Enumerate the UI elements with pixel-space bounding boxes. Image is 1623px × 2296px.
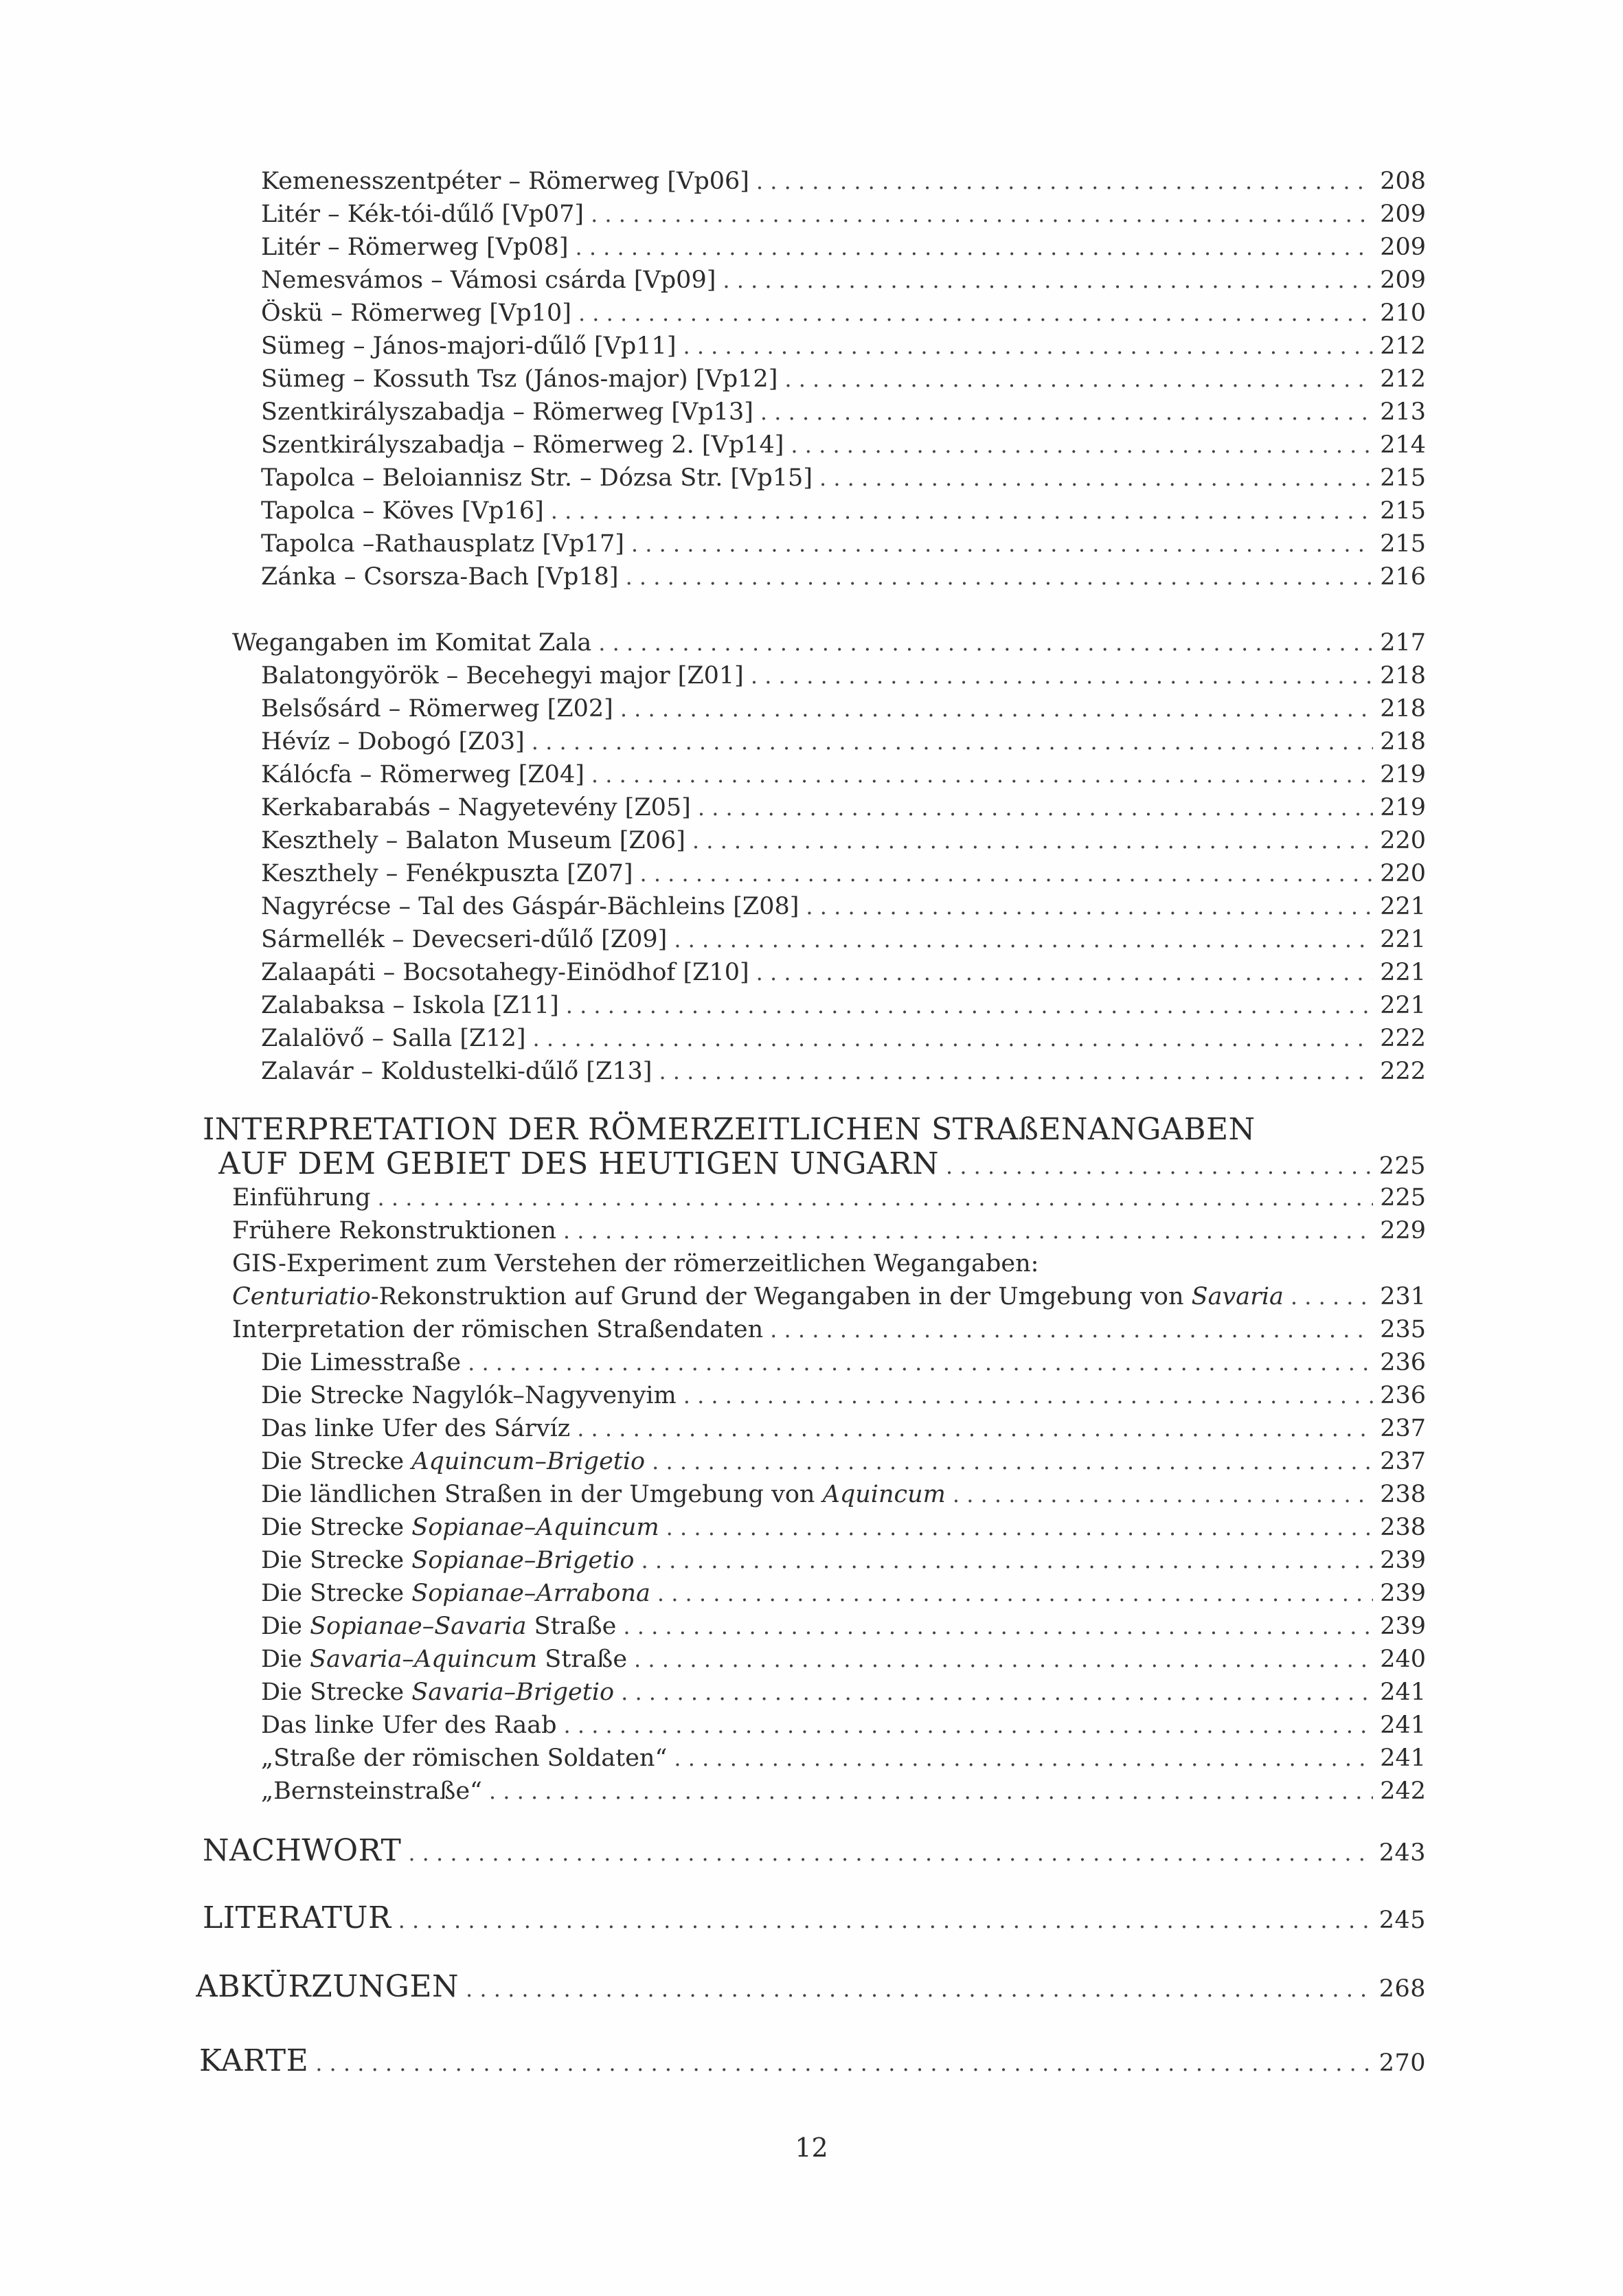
toc-entry-gis-line1[interactable]: GIS-Experiment zum Verstehen der römerzeitlichen Wegangaben: bbox=[232, 1250, 1039, 1277]
toc-entry-title bbox=[261, 1382, 677, 1409]
toc-entry-page: 216 bbox=[1380, 563, 1426, 591]
leader-dots bbox=[698, 794, 1373, 821]
toc-entry-title: Sümeg – Kossuth Tsz (János-major) [Vp12] bbox=[261, 365, 778, 393]
toc-entry-title bbox=[261, 1646, 627, 1673]
toc-entry[interactable] bbox=[261, 1448, 1426, 1475]
leader-dots bbox=[756, 168, 1373, 195]
toc-entry-title: Interpretation der römischen Straßendaten bbox=[232, 1316, 764, 1343]
toc-entry[interactable] bbox=[261, 695, 1426, 723]
toc-entry-page: 239 bbox=[1380, 1613, 1426, 1640]
toc-entry-page: 239 bbox=[1380, 1580, 1426, 1607]
toc-entry-page: 231 bbox=[1380, 1283, 1426, 1310]
toc-entry-page: 236 bbox=[1380, 1349, 1426, 1376]
toc-entry[interactable] bbox=[261, 1613, 1426, 1640]
toc-chapter-abkuerzungen[interactable] bbox=[196, 1970, 1426, 2005]
leader-dots bbox=[692, 827, 1373, 854]
toc-entry[interactable] bbox=[261, 398, 1426, 426]
leader-dots bbox=[626, 563, 1374, 591]
toc-entry-page: 208 bbox=[1380, 168, 1426, 195]
toc-entry-title: Litér – Kék-tói-dűlő [Vp07] bbox=[261, 201, 584, 228]
toc-chapter-karte[interactable] bbox=[199, 2044, 1426, 2079]
toc-entry-page: 215 bbox=[1380, 497, 1426, 525]
title-text: Die Strecke bbox=[261, 1514, 412, 1541]
title-text: Die bbox=[261, 1613, 310, 1640]
leader-dots bbox=[770, 1316, 1373, 1343]
toc-entry-page: 221 bbox=[1380, 959, 1426, 986]
italic-term: Sopianae–Arrabona bbox=[411, 1580, 650, 1607]
leader-dots bbox=[751, 662, 1373, 690]
toc-entry[interactable] bbox=[261, 497, 1426, 525]
title-text: Die Strecke bbox=[261, 1547, 412, 1574]
toc-entry-page: 209 bbox=[1380, 234, 1426, 261]
leader-dots bbox=[566, 992, 1373, 1019]
toc-section-zala[interactable] bbox=[232, 629, 1426, 657]
toc-entry[interactable] bbox=[261, 1547, 1426, 1574]
toc-entry-page: 222 bbox=[1380, 1025, 1426, 1052]
toc-entry-title bbox=[261, 1547, 634, 1574]
toc-entry-title: NACHWORT bbox=[203, 1834, 402, 1868]
chapter-title-line1[interactable]: INTERPRETATION DER RÖMERZEITLICHEN STRAßENANGABEN bbox=[203, 1112, 1256, 1147]
toc-entry[interactable] bbox=[261, 234, 1426, 261]
toc-entry-title: Litér – Römerweg [Vp08] bbox=[261, 234, 569, 261]
toc-entry-page: 222 bbox=[1380, 1058, 1426, 1085]
leader-dots bbox=[946, 1147, 1372, 1182]
toc-entry-title: KARTE bbox=[199, 2044, 309, 2078]
toc-entry[interactable] bbox=[261, 1514, 1426, 1541]
leader-dots bbox=[620, 695, 1373, 723]
toc-entry-title bbox=[261, 1481, 946, 1508]
toc-entry[interactable] bbox=[261, 266, 1426, 294]
toc-entry-page: 218 bbox=[1380, 662, 1426, 690]
toc-entry-title: Balatongyörök – Becehegyi major [Z01] bbox=[261, 662, 744, 690]
toc-entry-title: Zalabaksa – Iskola [Z11] bbox=[261, 992, 559, 1019]
toc-entry-title: LITERATUR bbox=[203, 1901, 391, 1935]
title-text: Die ländlichen Straßen in der Umgebung von bbox=[261, 1481, 823, 1508]
toc-entry[interactable] bbox=[261, 959, 1426, 986]
toc-entry-title: Hévíz – Dobogó [Z03] bbox=[261, 728, 525, 755]
toc-entry-title bbox=[232, 1283, 1284, 1310]
toc-entry-page: 219 bbox=[1380, 794, 1426, 821]
title-text: Die Strecke bbox=[261, 1679, 412, 1706]
toc-entry-page: 241 bbox=[1380, 1679, 1426, 1706]
chapter-title-line2: AUF DEM GEBIET DES HEUTIGEN UNGARN bbox=[218, 1147, 939, 1181]
italic-term: Centuriatio bbox=[232, 1283, 371, 1310]
toc-entry[interactable] bbox=[261, 365, 1426, 393]
leader-dots bbox=[563, 1217, 1373, 1244]
toc-entry-page: 238 bbox=[1380, 1514, 1426, 1541]
leader-dots bbox=[683, 1382, 1373, 1409]
toc-entry-title bbox=[261, 1613, 616, 1640]
toc-entry-page: 237 bbox=[1380, 1448, 1426, 1475]
toc-entry-page: 214 bbox=[1380, 431, 1426, 459]
leader-dots bbox=[532, 728, 1373, 755]
leader-dots bbox=[468, 1349, 1373, 1376]
toc-entry-page: 217 bbox=[1380, 629, 1426, 657]
title-text: Die Strecke bbox=[261, 1448, 412, 1475]
toc-entry[interactable] bbox=[261, 201, 1426, 228]
toc-entry-title bbox=[261, 1349, 461, 1376]
italic-term: Savaria–Brigetio bbox=[411, 1679, 615, 1706]
leader-dots bbox=[315, 2044, 1372, 2079]
toc-entry[interactable] bbox=[261, 761, 1426, 788]
toc-entry[interactable] bbox=[261, 1777, 1426, 1805]
toc-entry[interactable] bbox=[261, 893, 1426, 920]
toc-entry-title: Öskü – Römerweg [Vp10] bbox=[261, 299, 571, 327]
italic-term: Aquincum–Brigetio bbox=[411, 1448, 646, 1475]
toc-entry[interactable] bbox=[261, 1679, 1426, 1706]
toc-entry-page: 236 bbox=[1380, 1382, 1426, 1409]
toc-entry-page: 221 bbox=[1380, 893, 1426, 920]
leader-dots bbox=[551, 497, 1373, 525]
toc-chapter-nachwort[interactable] bbox=[203, 1834, 1426, 1869]
toc-entry-page: 210 bbox=[1380, 299, 1426, 327]
toc-entry-page: 209 bbox=[1380, 201, 1426, 228]
toc-entry[interactable] bbox=[261, 992, 1426, 1019]
toc-entry-page: 215 bbox=[1380, 530, 1426, 558]
toc-entry-title: Tapolca – Köves [Vp16] bbox=[261, 497, 544, 525]
toc-entry-title: Zánka – Csorsza-Bach [Vp18] bbox=[261, 563, 619, 591]
leader-dots bbox=[666, 1514, 1374, 1541]
toc-entry-title: Belsősárd – Römerweg [Z02] bbox=[261, 695, 613, 723]
title-text: Das linke Ufer des Raab bbox=[261, 1712, 557, 1739]
toc-entry-title bbox=[261, 1415, 570, 1442]
leader-dots bbox=[806, 893, 1373, 920]
toc-entry[interactable] bbox=[261, 1712, 1426, 1739]
toc-entry[interactable] bbox=[261, 926, 1426, 953]
toc-entry-title: Kerkabarabás – Nagyetevény [Z05] bbox=[261, 794, 691, 821]
toc-entry[interactable] bbox=[261, 168, 1426, 195]
toc-entry-title: Zalaapáti – Bocsotahegy-Einödhof [Z10] bbox=[261, 959, 749, 986]
toc-entry-page: 270 bbox=[1378, 2049, 1426, 2077]
toc-entry-page: 212 bbox=[1380, 365, 1426, 393]
page-number: 12 bbox=[795, 2133, 828, 2163]
italic-term: Sopianae–Aquincum bbox=[411, 1514, 659, 1541]
toc-entry-title: ABKÜRZUNGEN bbox=[196, 1970, 459, 2004]
title-text: Die Strecke bbox=[261, 1580, 412, 1607]
leader-dots bbox=[621, 1679, 1373, 1706]
title-text: Die bbox=[261, 1646, 310, 1673]
toc-entry[interactable] bbox=[261, 1349, 1426, 1376]
leader-dots bbox=[575, 234, 1373, 261]
toc-entry-page: 225 bbox=[1378, 1152, 1426, 1180]
title-text: Die Strecke Nagylók–Nagyvenyim bbox=[261, 1382, 677, 1409]
leader-dots bbox=[674, 926, 1373, 953]
toc-entry-page: 242 bbox=[1380, 1777, 1426, 1805]
toc-entry[interactable] bbox=[261, 299, 1426, 327]
leader-dots bbox=[466, 1970, 1372, 2005]
leader-dots bbox=[723, 266, 1373, 294]
leader-dots bbox=[652, 1448, 1373, 1475]
toc-entry-title: Nemesvámos – Vámosi csárda [Vp09] bbox=[261, 266, 716, 294]
toc-entry-title: Keszthely – Fenékpuszta [Z07] bbox=[261, 860, 633, 887]
toc-entry-page: 221 bbox=[1380, 992, 1426, 1019]
toc-entry[interactable] bbox=[261, 1481, 1426, 1508]
italic-term: Aquincum bbox=[822, 1481, 946, 1508]
toc-entry[interactable] bbox=[261, 1382, 1426, 1409]
leader-dots bbox=[784, 365, 1373, 393]
toc-entry-page: 240 bbox=[1380, 1646, 1426, 1673]
leader-dots bbox=[577, 1415, 1373, 1442]
toc-entry-page: 219 bbox=[1380, 761, 1426, 788]
leader-dots bbox=[578, 299, 1373, 327]
leader-dots bbox=[634, 1646, 1373, 1673]
toc-entry-page: 221 bbox=[1380, 926, 1426, 953]
toc-entry-page: 218 bbox=[1380, 728, 1426, 755]
toc-entry-title: Einführung bbox=[232, 1184, 371, 1212]
toc-entry-title: Keszthely – Balaton Museum [Z06] bbox=[261, 827, 685, 854]
toc-entry-title bbox=[261, 1580, 650, 1607]
toc-entry[interactable] bbox=[261, 431, 1426, 459]
toc-entry-title: Sümeg – János-majori-dűlő [Vp11] bbox=[261, 332, 677, 360]
toc-entry-title: Tapolca – Beloiannisz Str. – Dózsa Str. [Vp15] bbox=[261, 464, 813, 492]
leader-dots bbox=[378, 1184, 1374, 1212]
toc-entry-title: Szentkirályszabadja – Römerweg 2. [Vp14] bbox=[261, 431, 784, 459]
toc-entry-title: Zalalövő – Salla [Z12] bbox=[261, 1025, 526, 1052]
toc-entry-page: 215 bbox=[1380, 464, 1426, 492]
toc-entry-page: 239 bbox=[1380, 1547, 1426, 1574]
toc-entry-page: 212 bbox=[1380, 332, 1426, 360]
title-text: Das linke Ufer des Sárvíz bbox=[261, 1415, 571, 1442]
toc-entry-title bbox=[261, 1777, 482, 1805]
leader-dots bbox=[631, 530, 1373, 558]
toc-entry[interactable] bbox=[261, 1415, 1426, 1442]
leader-dots bbox=[533, 1025, 1374, 1052]
toc-entry-page: 213 bbox=[1380, 398, 1426, 426]
toc-entry[interactable] bbox=[261, 563, 1426, 591]
toc-entry[interactable] bbox=[261, 464, 1426, 492]
toc-entry-page: 229 bbox=[1380, 1217, 1426, 1244]
leader-dots bbox=[791, 431, 1373, 459]
toc-entry-title: Frühere Rekonstruktionen bbox=[232, 1217, 556, 1244]
toc-entry[interactable] bbox=[261, 860, 1426, 887]
italic-term: Sopianae–Brigetio bbox=[411, 1547, 635, 1574]
toc-entry[interactable] bbox=[261, 827, 1426, 854]
italic-term: Savaria bbox=[1191, 1283, 1284, 1310]
toc-entry-page: 237 bbox=[1380, 1415, 1426, 1442]
italic-term: Savaria–Aquincum bbox=[310, 1646, 538, 1673]
toc-entry-title: Kálócfa – Römerweg [Z04] bbox=[261, 761, 584, 788]
toc-entry-title bbox=[261, 1744, 667, 1772]
toc-chapter-interpretation[interactable] bbox=[218, 1147, 1426, 1182]
toc-entry-fruehere[interactable] bbox=[232, 1217, 1426, 1244]
toc-entry[interactable] bbox=[261, 1646, 1426, 1673]
toc-entry-title bbox=[261, 1514, 659, 1541]
toc-entry[interactable] bbox=[261, 1580, 1426, 1607]
leader-dots bbox=[398, 1901, 1372, 1936]
italic-term: Sopianae–Savaria bbox=[310, 1613, 527, 1640]
toc-entry[interactable] bbox=[261, 332, 1426, 360]
title-text: Straße bbox=[526, 1613, 617, 1640]
toc-entry-title: Kemenesszentpéter – Römerweg [Vp06] bbox=[261, 168, 749, 195]
leader-dots bbox=[598, 629, 1373, 657]
leader-dots bbox=[641, 1547, 1373, 1574]
toc-entry[interactable] bbox=[261, 1744, 1426, 1772]
toc-entry-page: 268 bbox=[1378, 1975, 1426, 2003]
toc-entry-einfuehrung[interactable] bbox=[232, 1184, 1426, 1212]
toc-entry-title: Nagyrécse – Tal des Gáspár-Bächleins [Z08] bbox=[261, 893, 799, 920]
toc-entry-page: 235 bbox=[1380, 1316, 1426, 1343]
toc-entry-title: Sármellék – Devecseri-dűlő [Z09] bbox=[261, 926, 668, 953]
toc-entry-page: 218 bbox=[1380, 695, 1426, 723]
toc-entry-title: Wegangaben im Komitat Zala bbox=[232, 629, 592, 657]
leader-dots bbox=[564, 1712, 1374, 1739]
toc-entry-interpretation-roemisch[interactable] bbox=[232, 1316, 1426, 1343]
title-text: -Rekonstruktion auf Grund der Wegangaben in der Umgebung von bbox=[370, 1283, 1192, 1310]
toc-entry-page: 243 bbox=[1378, 1839, 1426, 1867]
toc-entry-title bbox=[261, 1679, 614, 1706]
leader-dots bbox=[819, 464, 1373, 492]
leader-dots bbox=[489, 1777, 1373, 1805]
title-text: Straße bbox=[537, 1646, 628, 1673]
toc-entry-page: 245 bbox=[1378, 1907, 1426, 1934]
toc-chapter-literatur[interactable] bbox=[203, 1901, 1426, 1936]
leader-dots bbox=[674, 1744, 1373, 1772]
leader-dots bbox=[756, 959, 1374, 986]
leader-dots bbox=[760, 398, 1373, 426]
toc-entry-title: Zalavár – Koldustelki-dűlő [Z13] bbox=[261, 1058, 652, 1085]
toc-entry-page: 238 bbox=[1380, 1481, 1426, 1508]
leader-dots bbox=[1291, 1283, 1373, 1310]
toc-entry[interactable] bbox=[261, 728, 1426, 755]
toc-entry-title: Tapolca –Rathausplatz [Vp17] bbox=[261, 530, 624, 558]
toc-entry-page: 241 bbox=[1380, 1712, 1426, 1739]
title-text: „Straße der römischen Soldaten“ bbox=[261, 1744, 668, 1772]
toc-entry[interactable] bbox=[261, 662, 1426, 690]
toc-entry-title bbox=[261, 1712, 557, 1739]
leader-dots bbox=[591, 201, 1373, 228]
toc-entry-page: 209 bbox=[1380, 266, 1426, 294]
title-text: Die Limesstraße bbox=[261, 1349, 462, 1376]
leader-dots bbox=[683, 332, 1373, 360]
toc-entry-title: Szentkirályszabadja – Römerweg [Vp13] bbox=[261, 398, 753, 426]
leader-dots bbox=[659, 1058, 1373, 1085]
toc-entry-gis-line2[interactable] bbox=[232, 1283, 1426, 1310]
toc-entry-page: 241 bbox=[1380, 1744, 1426, 1772]
toc-entry-page: 220 bbox=[1380, 827, 1426, 854]
leader-dots bbox=[591, 761, 1373, 788]
toc-entry-title bbox=[261, 1448, 645, 1475]
leader-dots bbox=[953, 1481, 1373, 1508]
toc-entry[interactable] bbox=[261, 1058, 1426, 1085]
toc-entry[interactable] bbox=[261, 794, 1426, 821]
title-text: „Bernsteinstraße“ bbox=[261, 1777, 482, 1805]
toc-entry-page: 225 bbox=[1380, 1184, 1426, 1212]
leader-dots bbox=[623, 1613, 1373, 1640]
leader-dots bbox=[657, 1580, 1373, 1607]
toc-entry[interactable] bbox=[261, 1025, 1426, 1052]
toc-entry[interactable] bbox=[261, 530, 1426, 558]
toc-entry-page: 220 bbox=[1380, 860, 1426, 887]
leader-dots bbox=[408, 1834, 1372, 1869]
leader-dots bbox=[639, 860, 1373, 887]
